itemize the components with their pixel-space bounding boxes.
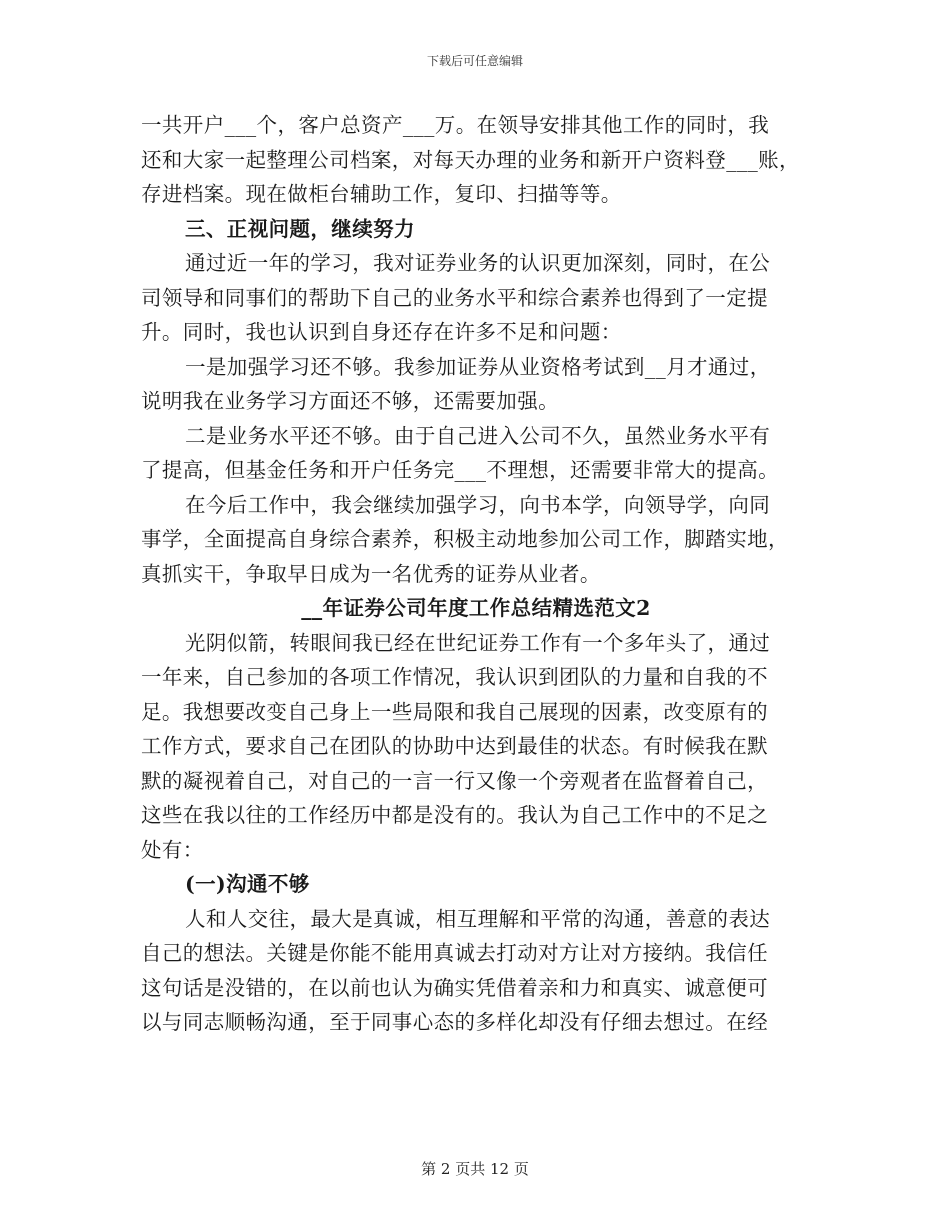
header-note: 下载后可任意编辑 — [426, 54, 523, 68]
paragraph-line: 自己的想法。关键是你能不能用真诚去打动对方让对方接纳。我信任 — [141, 941, 768, 965]
paragraph-line: 了提高，但基金任务和开户任务完___不理想，还需要非常大的提高。 — [141, 458, 780, 482]
paragraph-line: 通过近一年的学习，我对证券业务的认识更加深刻，同时，在公 — [185, 251, 771, 275]
article-title: __年证券公司年度工作总结精选范文2 — [301, 596, 651, 620]
paragraph-line: 一是加强学习还不够。我参加证券从业资格考试到__月才通过， — [185, 354, 771, 379]
paragraph-line: 足。我想要改变自己身上一些局限和我自己展现的因素，改变原有的 — [141, 699, 768, 724]
paragraph-line: 这句话是没错的，在以前也认为确实凭借着亲和力和真实、诚意便可 — [141, 975, 768, 1000]
paragraph-line: 一年来，自己参加的各项工作情况，我认识到团队的力量和自我的不 — [141, 665, 768, 689]
paragraph-line: 工作方式，要求自己在团队的协助中达到最佳的状态。有时候我在默 — [141, 734, 768, 758]
document-body — [141, 108, 811, 1040]
paragraph-line: 光阴似箭，转眼间我已经在世纪证券工作有一个多年头了，通过 — [185, 630, 771, 655]
paragraph-line: 升。同时，我也认识到自身还存在许多不足和问题： — [141, 320, 622, 344]
paragraph-line: 存进档案。现在做柜台辅助工作，复印、扫描等等。 — [141, 182, 622, 206]
paragraph-line: 这些在我以往的工作经历中都是没有的。我认为自己工作中的不足之 — [141, 803, 768, 827]
paragraph-line: 事学，全面提高自身综合素养，积极主动地参加公司工作，脚踏实地， — [141, 527, 789, 551]
paragraph-line: 一共开户___个，客户总资产___万。在领导安排其他工作的同时，我 — [141, 113, 770, 137]
section-heading: 三、正视问题，继续努力 — [185, 216, 415, 241]
paragraph-line: 默的凝视着自己，对自己的一言一行又像一个旁观者在监督着自己， — [141, 768, 768, 793]
page-number-footer: 第 2 页共 12 页 — [421, 1160, 529, 1178]
paragraph-line: 以与同志顺畅沟通，至于同事心态的多样化却没有仔细去想过。在经 — [141, 1010, 768, 1034]
paragraph-line: 二是业务水平还不够。由于自己进入公司不久，虽然业务水平有 — [185, 423, 771, 448]
paragraph-line: 真抓实干，争取早日成为一名优秀的证券从业者。 — [141, 561, 601, 586]
paragraph-line: 说明我在业务学习方面还不够，还需要加强。 — [141, 389, 559, 413]
paragraph-line: 人和人交往，最大是真诚，相互理解和平常的沟通，善意的表达 — [185, 906, 771, 931]
paragraph-line: 处有： — [141, 837, 204, 862]
paragraph-line: 在今后工作中，我会继续加强学习，向书本学，向领导学，向同 — [185, 492, 771, 517]
subsection-heading: (一)沟通不够 — [185, 872, 310, 896]
paragraph-line: 还和大家一起整理公司档案，对每天办理的业务和新开户资料登___账， — [141, 147, 800, 172]
paragraph-line: 司领导和同事们的帮助下自己的业务水平和综合素养也得到了一定提 — [141, 285, 768, 310]
